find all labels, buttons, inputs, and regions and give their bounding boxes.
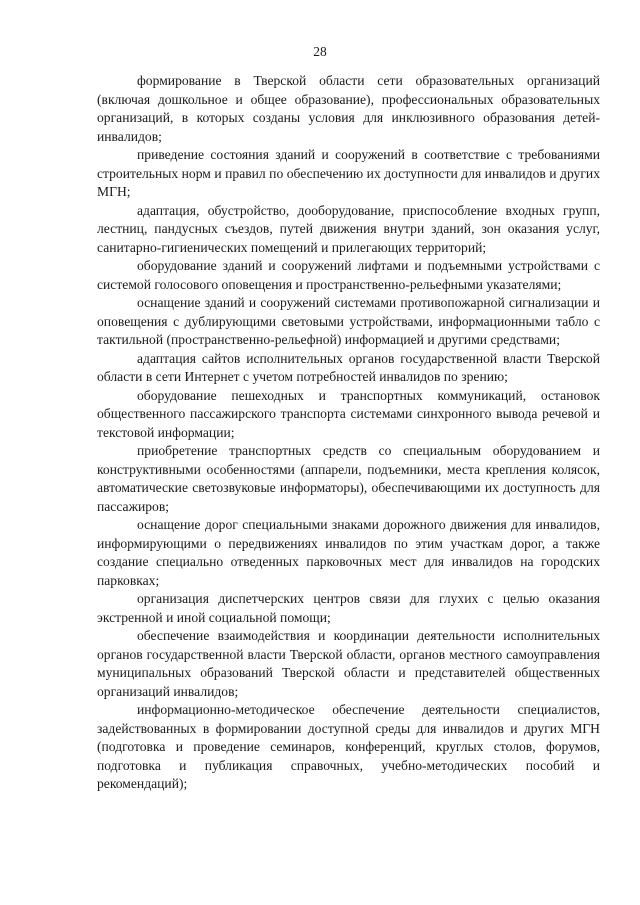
page-number: 28	[313, 44, 327, 59]
paragraph-1: формирование в Тверской области сети образовательных организаций (включая дошкольное и общее образование), профессиональных образовательных организаций, в которых созданы условия для инклюзивного образования детей-инвалидов;	[97, 73, 600, 144]
paragraph-12: информационно-методическое обеспечение деятельности специалистов, задействованных в формировании доступной среды для инвалидов и других МГН (подготовка и проведение семинаров, конференций, круглых столов, форумов, подготовка и публикация справочных, учебно-методических пособий и рекомендаций);	[97, 702, 600, 791]
paragraph-7: оборудование пешеходных и транспортных коммуникаций, остановок общественного пассажирского транспорта системами синхронного вывода речевой и текстовой информации;	[97, 387, 600, 440]
paragraph-4: оборудование зданий и сооружений лифтами и подъемными устройствами с системой голосового оповещения и пространственно-рельефными указателями;	[97, 258, 600, 292]
paragraph-9: оснащение дорог специальными знаками дорожного движения для инвалидов, информирующими о передвижениях инвалидов по этим участкам дорог, а также создание специально отведенных парковочных мест для инвалидов на городских парковках;	[97, 517, 600, 588]
paragraph-3: адаптация, обустройство, дооборудование, приспособление входных групп, лестниц, пандусных съездов, путей движения внутри зданий, зон оказания услуг, санитарно-гигиенических помещений и прилегающих территорий;	[97, 202, 600, 255]
document-body	[97, 72, 600, 794]
paragraph-11: обеспечение взаимодействия и координации деятельности исполнительных органов государственной власти Тверской области, органов местного самоуправления муниципальных образований Тверской области и представителей общественных организаций инвалидов;	[97, 628, 600, 699]
paragraph-6: адаптация сайтов исполнительных органов государственной власти Тверской области в сети Интернет с учетом потребностей инвалидов по зрению;	[97, 350, 600, 384]
paragraph-2: приведение состояния зданий и сооружений в соответствие с требованиями строительных норм и правил по обеспечению их доступности для инвалидов и других МГН;	[97, 147, 600, 199]
paragraph-10: организация диспетчерских центров связи для глухих с целью оказания экстренной и иной социальной помощи;	[97, 591, 600, 625]
paragraph-5: оснащение зданий и сооружений системами противопожарной сигнализации и оповещения с дублирующими световыми устройствами, информационными табло с тактильной (пространственно-рельефной) информацией и другими средствами;	[97, 295, 600, 347]
paragraph-8: приобретение транспортных средств со специальным оборудованием и конструктивными особенностями (аппарели, подъемники, места крепления колясок, автоматические светозвуковые информаторы), обеспечивающими их доступность для пассажиров;	[97, 443, 600, 514]
